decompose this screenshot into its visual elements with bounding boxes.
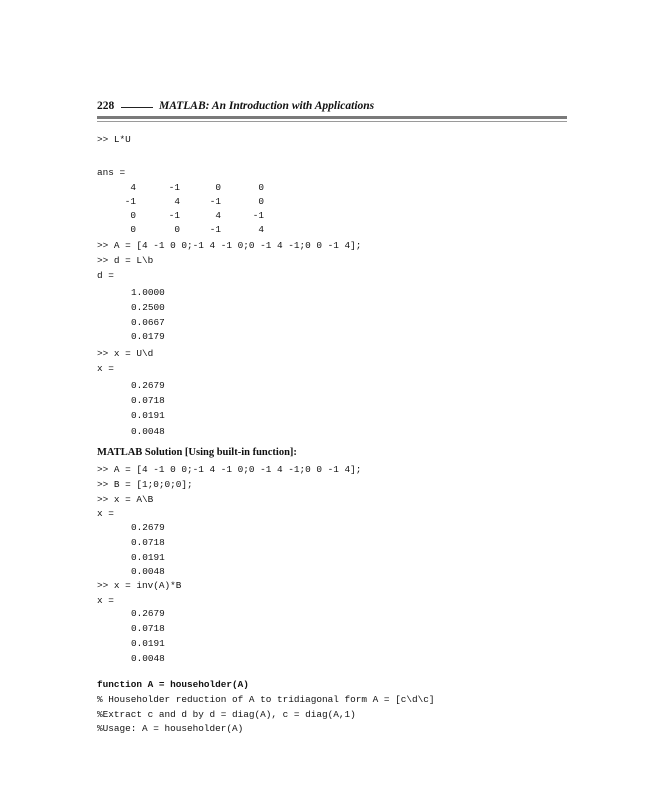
command-line: >> x = inv(A)*B <box>97 580 182 591</box>
comment-line: %Extract c and d by d = diag(A), c = diag(A,1) <box>97 709 356 720</box>
command-line: >> B = [1;0;0;0]; <box>97 479 193 490</box>
value-line: 0.2679 <box>131 380 165 391</box>
value-line: 0.0191 <box>131 552 165 563</box>
matrix-cell: 4 <box>258 224 264 235</box>
function-definition: function A = householder(A) <box>97 679 249 690</box>
output-label: ans = <box>97 167 126 178</box>
running-title: MATLAB: An Introduction with Applications <box>159 100 375 112</box>
command-line: >> x = U\d <box>97 348 154 359</box>
value-line: 0.2679 <box>131 522 165 533</box>
value-line: 0.2500 <box>131 302 165 313</box>
header-rule-thin <box>97 121 567 122</box>
matrix-cell: -1 <box>209 224 221 235</box>
command-line: >> d = L\b <box>97 255 154 266</box>
matrix-cell: 0 <box>130 210 136 221</box>
header-rule-thick <box>97 116 567 119</box>
matrix-cell: 0 <box>130 224 136 235</box>
value-line: 1.0000 <box>131 287 165 298</box>
matrix-cell: -1 <box>124 196 136 207</box>
matrix-cell: 4 <box>174 196 180 207</box>
page-header <box>97 100 567 114</box>
value-line: 0.0191 <box>131 410 165 421</box>
comment-line: %Usage: A = householder(A) <box>97 723 244 734</box>
output-label: x = <box>97 508 114 519</box>
output-label: x = <box>97 363 114 374</box>
matrix-cell: 0 <box>258 182 264 193</box>
command-line: >> A = [4 -1 0 0;-1 4 -1 0;0 -1 4 -1;0 0 -1 4]; <box>97 464 362 475</box>
output-label: d = <box>97 270 114 281</box>
command-line: >> L*U <box>97 134 131 145</box>
value-line: 0.2679 <box>131 608 165 619</box>
command-line: >> x = A\B <box>97 494 154 505</box>
comment-line: % Householder reduction of A to tridiagonal form A = [c\d\c] <box>97 694 435 705</box>
page-number: 228 <box>97 100 115 112</box>
section-heading: MATLAB Solution [Using built-in function]: <box>97 447 297 458</box>
matrix-cell: -1 <box>252 210 264 221</box>
header-dash <box>121 107 153 108</box>
value-line: 0.0667 <box>131 317 165 328</box>
value-line: 0.0718 <box>131 395 165 406</box>
output-label: x = <box>97 595 114 606</box>
value-line: 0.0048 <box>131 566 165 577</box>
matrix-cell: 4 <box>215 210 221 221</box>
matrix-cell: 0 <box>174 224 180 235</box>
value-line: 0.0179 <box>131 331 165 342</box>
value-line: 0.0048 <box>131 426 165 437</box>
value-line: 0.0718 <box>131 623 165 634</box>
value-line: 0.0048 <box>131 653 165 664</box>
matrix-cell: -1 <box>209 196 221 207</box>
matrix-cell: -1 <box>168 182 180 193</box>
value-line: 0.0191 <box>131 638 165 649</box>
matrix-cell: 0 <box>258 196 264 207</box>
command-line: >> A = [4 -1 0 0;-1 4 -1 0;0 -1 4 -1;0 0 -1 4]; <box>97 240 362 251</box>
value-line: 0.0718 <box>131 537 165 548</box>
matrix-cell: -1 <box>168 210 180 221</box>
matrix-cell: 4 <box>130 182 136 193</box>
matrix-cell: 0 <box>215 182 221 193</box>
